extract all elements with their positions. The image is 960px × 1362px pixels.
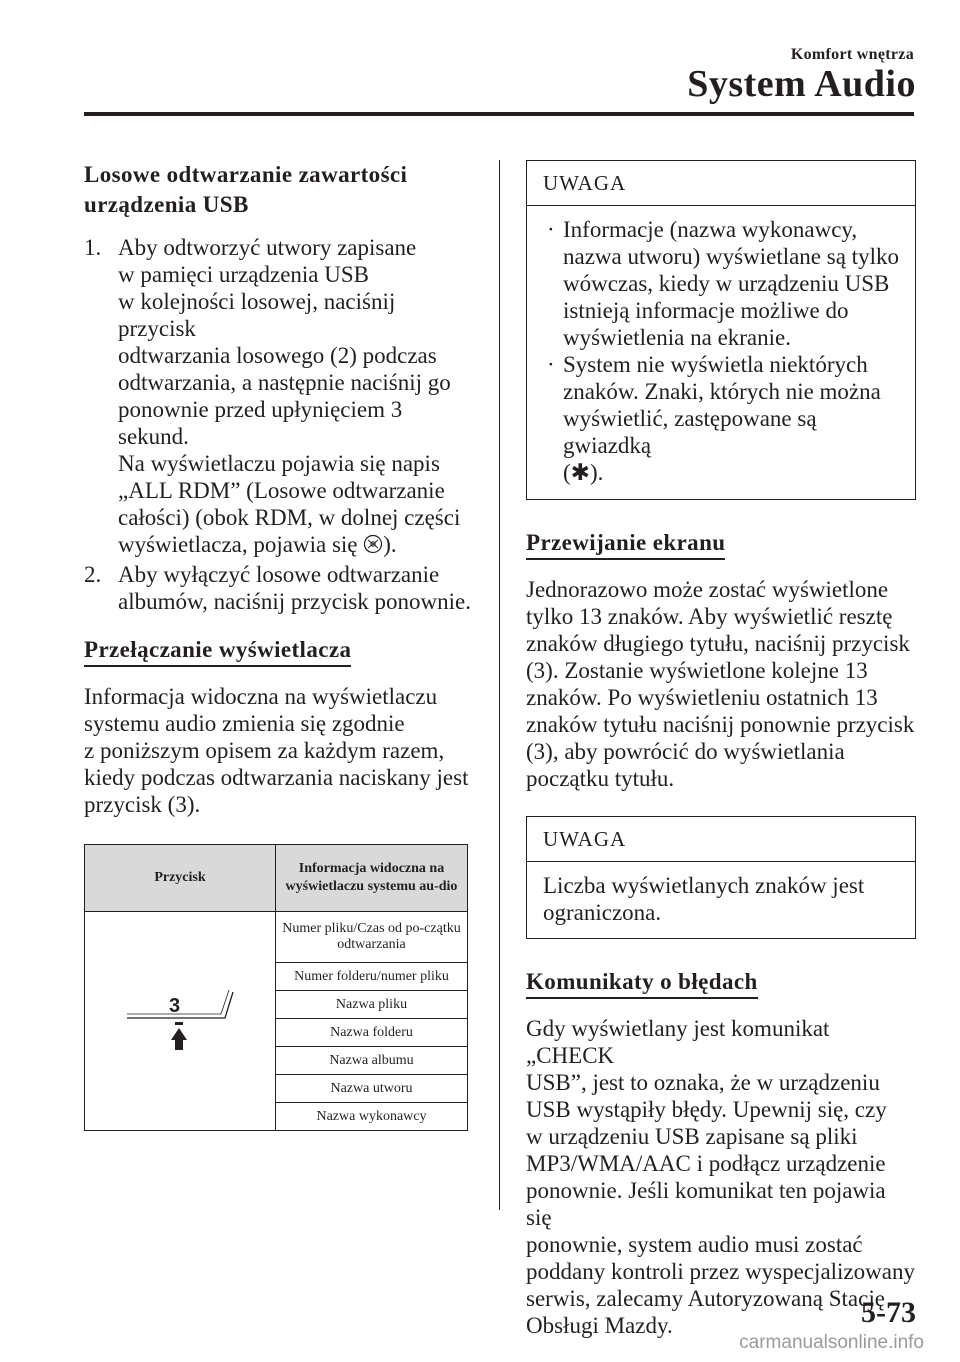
left-column: [84, 160, 474, 1131]
scroll-paragraph: Jednorazowo może zostać wyświetlone tylko 13 znaków. Aby wyświetlić resztę znaków długiego tytułu, naciśnij przycisk (3). Zostanie wyświetlone kolejne 13 znaków. Po wyświetleniu ostatnich 13 znaków tytułu naciśnij ponownie przycisk (3), aby powrócić do wyświetlania początku tytułu.: [526, 577, 915, 791]
note-bullet: · Informacje (nazwa wykonawcy, nazwa utworu) wyświetlane są tylko wówczas, kiedy w urządzeniu USB istnieją informacje możliwe do wyświetlenia na ekranie.: [547, 217, 899, 350]
table-header-button: Przycisk: [85, 845, 276, 912]
asterisk-icon: ✱: [570, 460, 590, 486]
header-rule: [84, 112, 914, 116]
column-divider: [499, 160, 500, 1210]
errors-heading: Komunikaty o błędach: [526, 969, 758, 999]
step-1: 1. Aby odtworzyć utwory zapisane w pamięci urządzenia USB w kolejności losowej, naciśnij przycisk odtwarzania losowego (2) podczas odtwarzania, a następnie naciśnij go ponownie przed upłynięciem 3 sekund. Na wyświetlaczu pojawia się napis „ALL RDM” (Losowe odtwarzanie całości) (obok RDM, w dolnej części wyświetlacza, pojawia się ).: [84, 234, 474, 561]
table-row: Nazwa utworu: [276, 1075, 468, 1103]
table-row: Numer pliku/Czas od po-czątku odtwarzania: [276, 912, 468, 963]
display-switch-paragraph: Informacja widoczna na wyświetlaczu systemu audio zmienia się zgodnie z poniższym opisem za każdym razem, kiedy podczas odtwarzania naciskany jest przycisk (3).: [84, 684, 469, 817]
table-header-info: Informacja widoczna na wyświetlaczu systemu au-dio: [276, 845, 468, 912]
random-playback-title: Losowe odtwarzanie zawartości urządzenia USB: [84, 162, 408, 217]
note-box-2: UWAGA Liczba wyświetlanych znaków jest ograniczona.: [526, 816, 916, 939]
header-title: System Audio: [687, 63, 916, 105]
display-info-table: [84, 844, 468, 1131]
errors-paragraph: Gdy wyświetlany jest komunikat „CHECK USB”, jest to oznaka, że w urządzeniu USB wystąpiły błędy. Upewnij się, czy w urządzeniu USB zapisane są pliki MP3/WMA/AAC i podłącz urządzenie ponownie. Jeśli komunikat ten pojawia się ponownie, system audio musi zostać poddany kontroli przez wyspecjalizowany serwis, zalecamy Autoryzowaną Stację Obsługi Mazdy.: [526, 1016, 915, 1338]
watermark: carmanualsonline.info: [739, 1332, 924, 1353]
note-title: UWAGA: [527, 817, 915, 862]
button-3-icon: [125, 984, 235, 1054]
table-row: Nazwa wykonawcy: [276, 1103, 468, 1131]
table-row: Nazwa folderu: [276, 1019, 468, 1047]
note-bullet: · System nie wyświetla niektórych znaków. Znaki, których nie można wyświetlić, zastępowane są gwiazdką (✱).: [547, 352, 881, 486]
scroll-heading: Przewijanie ekranu: [526, 530, 725, 560]
random-disc-icon: [363, 533, 383, 561]
note-title: UWAGA: [527, 161, 915, 206]
step-2: 2. Aby wyłączyć losowe odtwarzanie albumów, naciśnij przycisk ponownie.: [84, 562, 472, 614]
header-section-label: Komfort wnętrza: [790, 46, 914, 63]
table-row: Nazwa pliku: [276, 991, 468, 1019]
button-3-label: 3: [169, 994, 181, 1017]
note-box-1: [526, 160, 916, 500]
page-number: 5-73: [861, 1296, 916, 1329]
button-illustration: [85, 912, 276, 1131]
right-column: [526, 160, 916, 1339]
table-row: Numer folderu/numer pliku: [276, 963, 468, 991]
up-arrow-icon: [171, 1022, 187, 1050]
table-row: Nazwa albumu: [276, 1047, 468, 1075]
display-switch-heading: Przełączanie wyświetlacza: [84, 637, 351, 667]
